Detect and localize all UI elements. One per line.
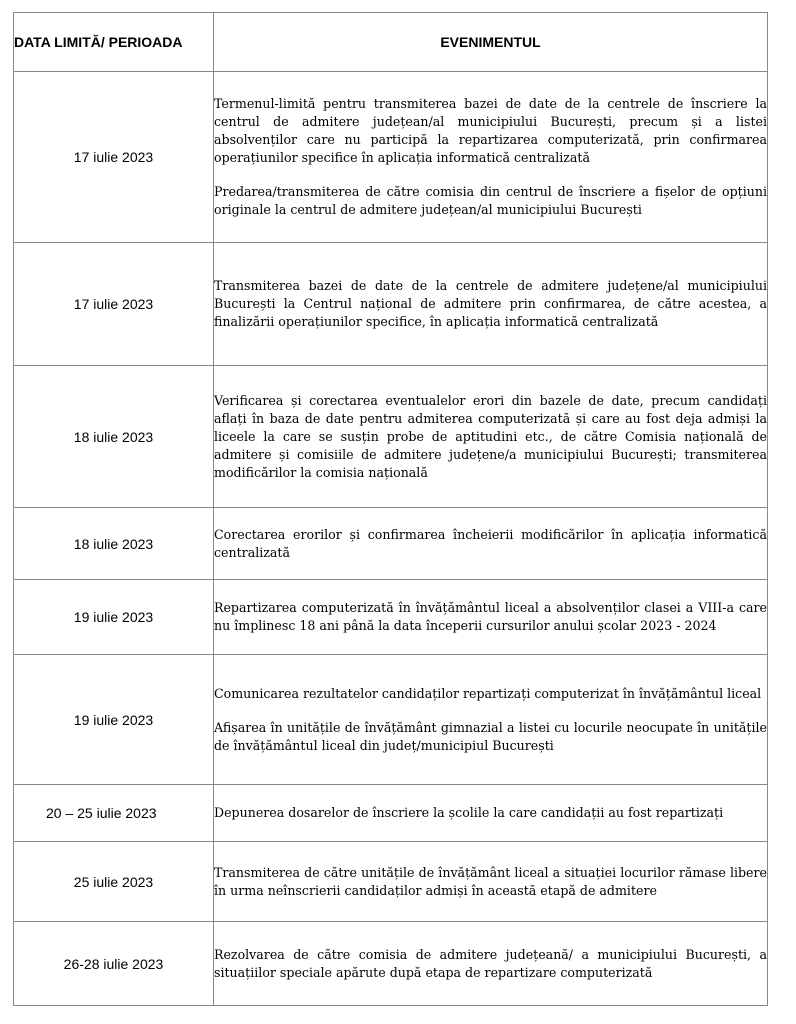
event-text: Predarea/transmiterea de către comisia din centrul de înscriere a fișelor de opțiuni originale la centrul de admitere județean/al municipiului București bbox=[214, 184, 767, 217]
event-text: Comunicarea rezultatelor candidaților repartizați computerizat în învățământul liceal bbox=[214, 685, 762, 701]
header-date: DATA LIMITĂ/ PERIOADA bbox=[14, 13, 214, 72]
header-event: EVENIMENTUL bbox=[214, 13, 768, 72]
event-text: Rezolvarea de către comisia de admitere județeană/ a municipiului București, a situațiilor speciale apărute după etapa de repartizare computerizată bbox=[214, 946, 767, 980]
table-header-row bbox=[14, 13, 768, 72]
event-text: Repartizarea computerizată în învățământul liceal a absolvenților clasei a VIII-a care nu împlinesc 18 ani până la data începerii cursurilor anului școlar 2023 - 2024 bbox=[214, 600, 767, 633]
row-date: 17 iulie 2023 bbox=[14, 72, 214, 243]
event-text: Verificarea și corectarea eventualelor erori din bazele de date, precum candidați aflați în baza de date pentru admiterea computerizată și care au fost deja admiși la liceele la care se susțin probe de aptitudini etc., de către Comisia națională de admitere și comisiile de admitere județene/a municipiului București; transmiterea modificărilor la comisia națională bbox=[214, 392, 767, 480]
row-date: 26-28 iulie 2023 bbox=[14, 922, 214, 1006]
event-text: Afișarea în unitățile de învățământ gimnazial a listei cu locurile neocupate în unitățile de învățământul liceal din județ/municipiul București bbox=[214, 719, 767, 753]
event-text: Depunerea dosarelor de înscriere la școlile la care candidații au fost repartizați bbox=[214, 805, 724, 820]
table-row bbox=[14, 842, 768, 922]
event-text: Corectarea erorilor și confirmarea încheierii modificărilor în aplicația informatică centralizată bbox=[214, 526, 767, 560]
row-date: 19 iulie 2023 bbox=[14, 655, 214, 785]
row-event bbox=[214, 366, 768, 508]
row-date: 17 iulie 2023 bbox=[14, 243, 214, 366]
row-event bbox=[214, 580, 768, 655]
row-event bbox=[214, 655, 768, 785]
row-date: 18 iulie 2023 bbox=[14, 508, 214, 580]
row-event bbox=[214, 785, 768, 842]
row-date: 18 iulie 2023 bbox=[14, 366, 214, 508]
table-row bbox=[14, 580, 768, 655]
row-event bbox=[214, 922, 768, 1006]
table-row bbox=[14, 655, 768, 785]
row-event bbox=[214, 508, 768, 580]
row-date: 19 iulie 2023 bbox=[14, 580, 214, 655]
event-text: Transmiterea de către unitățile de învățământ liceal a situației locurilor rămase libere în urma neînscrierii candidaților admiși în această etapă de admitere bbox=[214, 864, 767, 898]
table-row bbox=[14, 72, 768, 243]
table-row bbox=[14, 243, 768, 366]
table-row bbox=[14, 366, 768, 508]
event-text: Transmiterea bazei de date de la centrele de admitere județene/al municipiului București la Centrul național de admitere prin confirmarea, de către acestea, a finalizării operațiunilor specifice, în aplicația informatică centralizată bbox=[214, 278, 767, 329]
admission-schedule-table bbox=[13, 12, 768, 1006]
table-row bbox=[14, 508, 768, 580]
table-row bbox=[14, 922, 768, 1006]
row-date: 20 – 25 iulie 2023 bbox=[14, 785, 214, 842]
row-event bbox=[214, 243, 768, 366]
event-text: Termenul-limită pentru transmiterea bazei de date de la centrele de înscriere la centrul de admitere județean/al municipiului București, precum și a listei absolvenților care nu participă la repartizarea computerizată, prin confirmarea operațiunilor specifice în aplicația informatică centralizată bbox=[214, 96, 767, 165]
row-event bbox=[214, 72, 768, 243]
row-event bbox=[214, 842, 768, 922]
row-date: 25 iulie 2023 bbox=[14, 842, 214, 922]
table-row bbox=[14, 785, 768, 842]
